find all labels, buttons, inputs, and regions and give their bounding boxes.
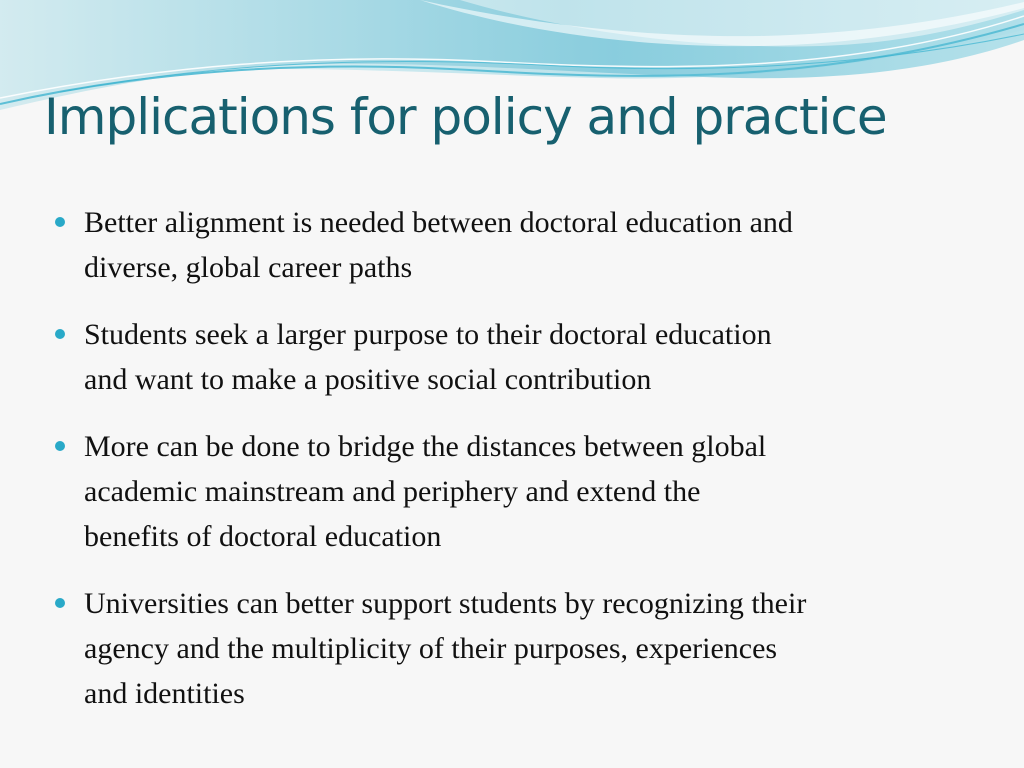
round-bullet-icon xyxy=(55,217,65,227)
bullet-line: and want to make a positive social contribution xyxy=(84,363,652,396)
bullet-line: academic mainstream and periphery and extend the xyxy=(84,475,701,508)
slide-title: Implications for policy and practice xyxy=(44,88,887,146)
round-bullet-icon xyxy=(55,441,65,451)
bullet-item xyxy=(54,200,984,290)
bullet-line: More can be done to bridge the distances between global xyxy=(84,430,767,463)
bullet-list xyxy=(54,200,984,738)
bullet-line: Students seek a larger purpose to their doctoral education xyxy=(84,318,772,351)
bullet-item xyxy=(54,312,984,402)
bullet-line: and identities xyxy=(84,677,245,710)
bullet-line: Better alignment is needed between doctoral education and xyxy=(84,206,793,239)
round-bullet-icon xyxy=(55,329,65,339)
bullet-item xyxy=(54,581,984,716)
bullet-item xyxy=(54,424,984,559)
bullet-line: benefits of doctoral education xyxy=(84,520,442,553)
round-bullet-icon xyxy=(55,598,65,608)
bullet-line: diverse, global career paths xyxy=(84,251,413,284)
bullet-line: agency and the multiplicity of their purposes, experiences xyxy=(84,632,778,665)
bullet-line: Universities can better support students by recognizing their xyxy=(84,587,807,620)
